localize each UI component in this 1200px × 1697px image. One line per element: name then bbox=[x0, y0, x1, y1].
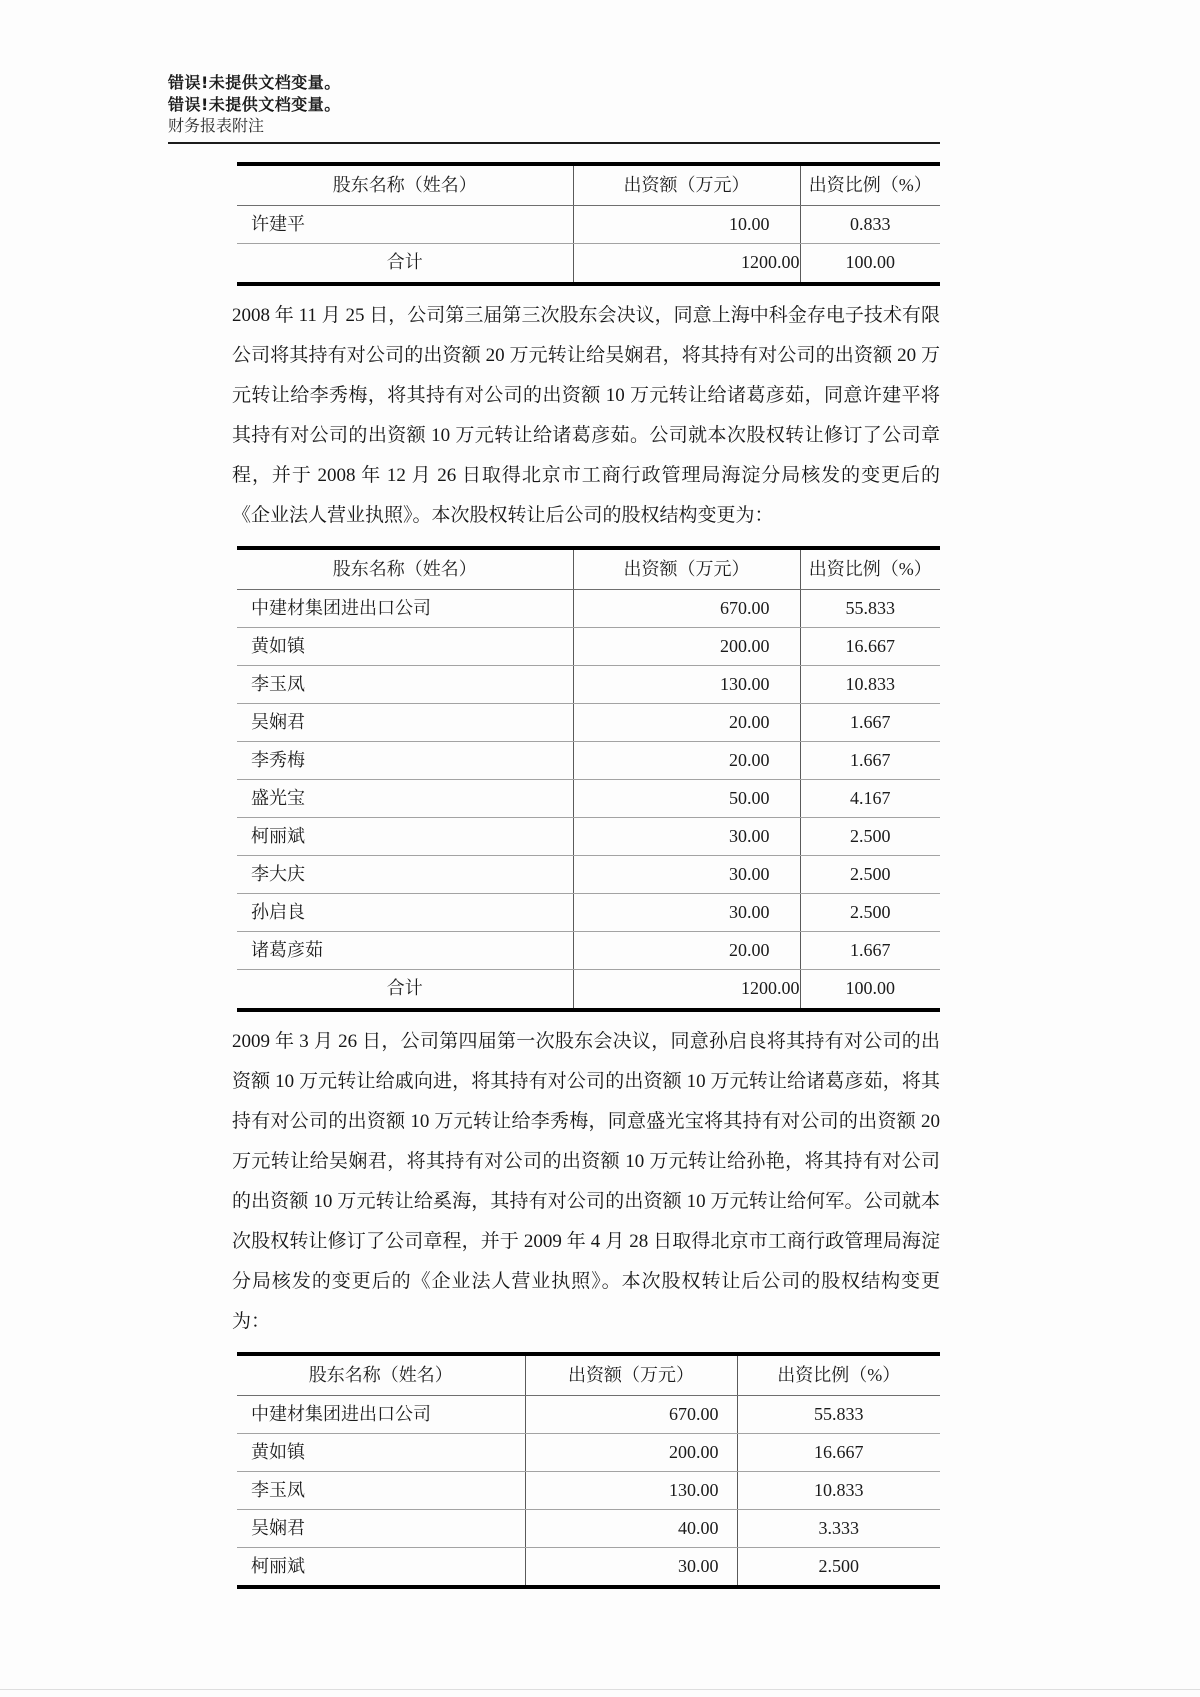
amount-cell: 1200.00 bbox=[573, 244, 800, 285]
table-row bbox=[237, 1472, 940, 1510]
column-header-amount: 出资额（万元） bbox=[573, 548, 800, 590]
section-title: 财务报表附注 bbox=[168, 118, 265, 135]
table-row bbox=[237, 742, 940, 780]
amount-cell: 40.00 bbox=[525, 1510, 737, 1548]
column-header-ratio: 出资比例（%） bbox=[800, 548, 940, 590]
column-header-amount: 出资额（万元） bbox=[573, 164, 800, 206]
header-rule bbox=[168, 142, 940, 144]
amount-cell: 30.00 bbox=[573, 818, 800, 856]
amount-cell: 10.00 bbox=[573, 206, 800, 244]
ratio-cell: 0.833 bbox=[800, 206, 940, 244]
shareholder-name-cell: 李玉凤 bbox=[237, 666, 573, 704]
equity-table-3 bbox=[237, 1352, 940, 1589]
ratio-cell: 100.00 bbox=[800, 970, 940, 1011]
ratio-cell: 100.00 bbox=[800, 244, 940, 285]
table-header-row bbox=[237, 548, 940, 590]
amount-cell: 20.00 bbox=[573, 932, 800, 970]
paragraph-2009-transfer: 2009 年 3 月 26 日，公司第四届第一次股东会决议，同意孙启良将其持有对公司的出资额 10 万元转让给戚向进，将其持有对公司的出资额 10 万元转让给诸葛彦茹，将其持有对公司的出资额 10 万元转让给李秀梅，同意盛光宝将其持有对公司的出资额 20 万元转让给吴娴君，将其持有对公司的出资额 10 万元转让给孙艳，将其持有对公司的出资额 10 万元转让给奚海，其持有对公司的出资额 10 万元转让给何军。公司就本次股权转让修订了公司章程，并于 2009 年 4 月 28 日取得北京市工商行政管理局海淀分局核发的变更后的《企业法人营业执照》。本次股权转让后公司的股权结构变更为： bbox=[232, 1031, 940, 1332]
amount-cell: 130.00 bbox=[525, 1472, 737, 1510]
table-row bbox=[237, 590, 940, 628]
column-header-name: 股东名称（姓名） bbox=[237, 164, 573, 206]
ratio-cell: 4.167 bbox=[800, 780, 940, 818]
table-header-row bbox=[237, 164, 940, 206]
table-total-row bbox=[237, 970, 940, 1011]
table-header-row bbox=[237, 1354, 940, 1396]
table-row bbox=[237, 1510, 940, 1548]
amount-cell: 200.00 bbox=[573, 628, 800, 666]
table-row bbox=[237, 856, 940, 894]
amount-cell: 20.00 bbox=[573, 704, 800, 742]
shareholder-name-cell: 李玉凤 bbox=[237, 1472, 525, 1510]
amount-cell: 1200.00 bbox=[573, 970, 800, 1011]
shareholder-name-cell: 柯丽斌 bbox=[237, 1548, 525, 1588]
shareholder-name-cell: 中建材集团进出口公司 bbox=[237, 590, 573, 628]
shareholder-name-cell: 黄如镇 bbox=[237, 628, 573, 666]
table-total-row bbox=[237, 244, 940, 285]
ratio-cell: 16.667 bbox=[800, 628, 940, 666]
table-row bbox=[237, 666, 940, 704]
ratio-cell: 1.667 bbox=[800, 704, 940, 742]
error-variable-line-2: 错误!未提供文档变量。 bbox=[168, 95, 341, 114]
ratio-cell: 2.500 bbox=[800, 856, 940, 894]
table-row bbox=[237, 780, 940, 818]
table-row bbox=[237, 894, 940, 932]
amount-cell: 200.00 bbox=[525, 1434, 737, 1472]
ratio-cell: 2.500 bbox=[737, 1548, 940, 1588]
column-header-ratio: 出资比例（%） bbox=[800, 164, 940, 206]
table-row bbox=[237, 1396, 940, 1434]
amount-cell: 670.00 bbox=[525, 1396, 737, 1434]
amount-cell: 50.00 bbox=[573, 780, 800, 818]
ratio-cell: 16.667 bbox=[737, 1434, 940, 1472]
amount-cell: 20.00 bbox=[573, 742, 800, 780]
ratio-cell: 10.833 bbox=[737, 1472, 940, 1510]
ratio-cell: 1.667 bbox=[800, 932, 940, 970]
page-bottom-edge bbox=[0, 1689, 1200, 1690]
equity-table-1 bbox=[237, 162, 940, 286]
ratio-cell: 55.833 bbox=[800, 590, 940, 628]
shareholder-name-cell: 诸葛彦茹 bbox=[237, 932, 573, 970]
amount-cell: 130.00 bbox=[573, 666, 800, 704]
column-header-amount: 出资额（万元） bbox=[525, 1354, 737, 1396]
shareholder-name-cell: 盛光宝 bbox=[237, 780, 573, 818]
table-row bbox=[237, 628, 940, 666]
table-row bbox=[237, 932, 940, 970]
table-row bbox=[237, 818, 940, 856]
table-row bbox=[237, 1548, 940, 1588]
ratio-cell: 2.500 bbox=[800, 818, 940, 856]
table-row bbox=[237, 704, 940, 742]
amount-cell: 30.00 bbox=[525, 1548, 737, 1588]
ratio-cell: 10.833 bbox=[800, 666, 940, 704]
equity-table-2 bbox=[237, 546, 940, 1012]
ratio-cell: 3.333 bbox=[737, 1510, 940, 1548]
shareholder-name-cell: 吴娴君 bbox=[237, 704, 573, 742]
ratio-cell: 55.833 bbox=[737, 1396, 940, 1434]
shareholder-name-cell: 合计 bbox=[386, 978, 423, 998]
document-header bbox=[168, 0, 1200, 138]
column-header-name: 股东名称（姓名） bbox=[237, 1354, 525, 1396]
amount-cell: 30.00 bbox=[573, 894, 800, 932]
column-header-name: 股东名称（姓名） bbox=[237, 548, 573, 590]
shareholder-name-cell: 许建平 bbox=[237, 206, 573, 244]
shareholder-name-cell: 李秀梅 bbox=[237, 742, 573, 780]
shareholder-name-cell: 柯丽斌 bbox=[237, 818, 573, 856]
ratio-cell: 2.500 bbox=[800, 894, 940, 932]
ratio-cell: 1.667 bbox=[800, 742, 940, 780]
shareholder-name-cell: 吴娴君 bbox=[237, 1510, 525, 1548]
shareholder-name-cell: 中建材集团进出口公司 bbox=[237, 1396, 525, 1434]
amount-cell: 30.00 bbox=[573, 856, 800, 894]
table-row bbox=[237, 1434, 940, 1472]
shareholder-name-cell: 合计 bbox=[386, 252, 423, 272]
column-header-ratio: 出资比例（%） bbox=[737, 1354, 940, 1396]
amount-cell: 670.00 bbox=[573, 590, 800, 628]
error-variable-line-1: 错误!未提供文档变量。 bbox=[168, 73, 341, 92]
shareholder-name-cell: 李大庆 bbox=[237, 856, 573, 894]
shareholder-name-cell: 黄如镇 bbox=[237, 1434, 525, 1472]
paragraph-2008-transfer: 2008 年 11 月 25 日，公司第三届第三次股东会决议，同意上海中科金存电子技术有限公司将其持有对公司的出资额 20 万元转让给吴娴君，将其持有对公司的出资额 20 万元转让给李秀梅，将其持有对公司的出资额 10 万元转让给诸葛彦茹，同意许建平将其持有对公司的出资额 10 万元转让给诸葛彦茹。公司就本次股权转让修订了公司章程，并于 2008 年 12 月 26 日取得北京市工商行政管理局海淀分局核发的变更后的《企业法人营业执照》。本次股权转让后公司的股权结构变更为： bbox=[232, 305, 940, 526]
table-row bbox=[237, 206, 940, 244]
shareholder-name-cell: 孙启良 bbox=[237, 894, 573, 932]
